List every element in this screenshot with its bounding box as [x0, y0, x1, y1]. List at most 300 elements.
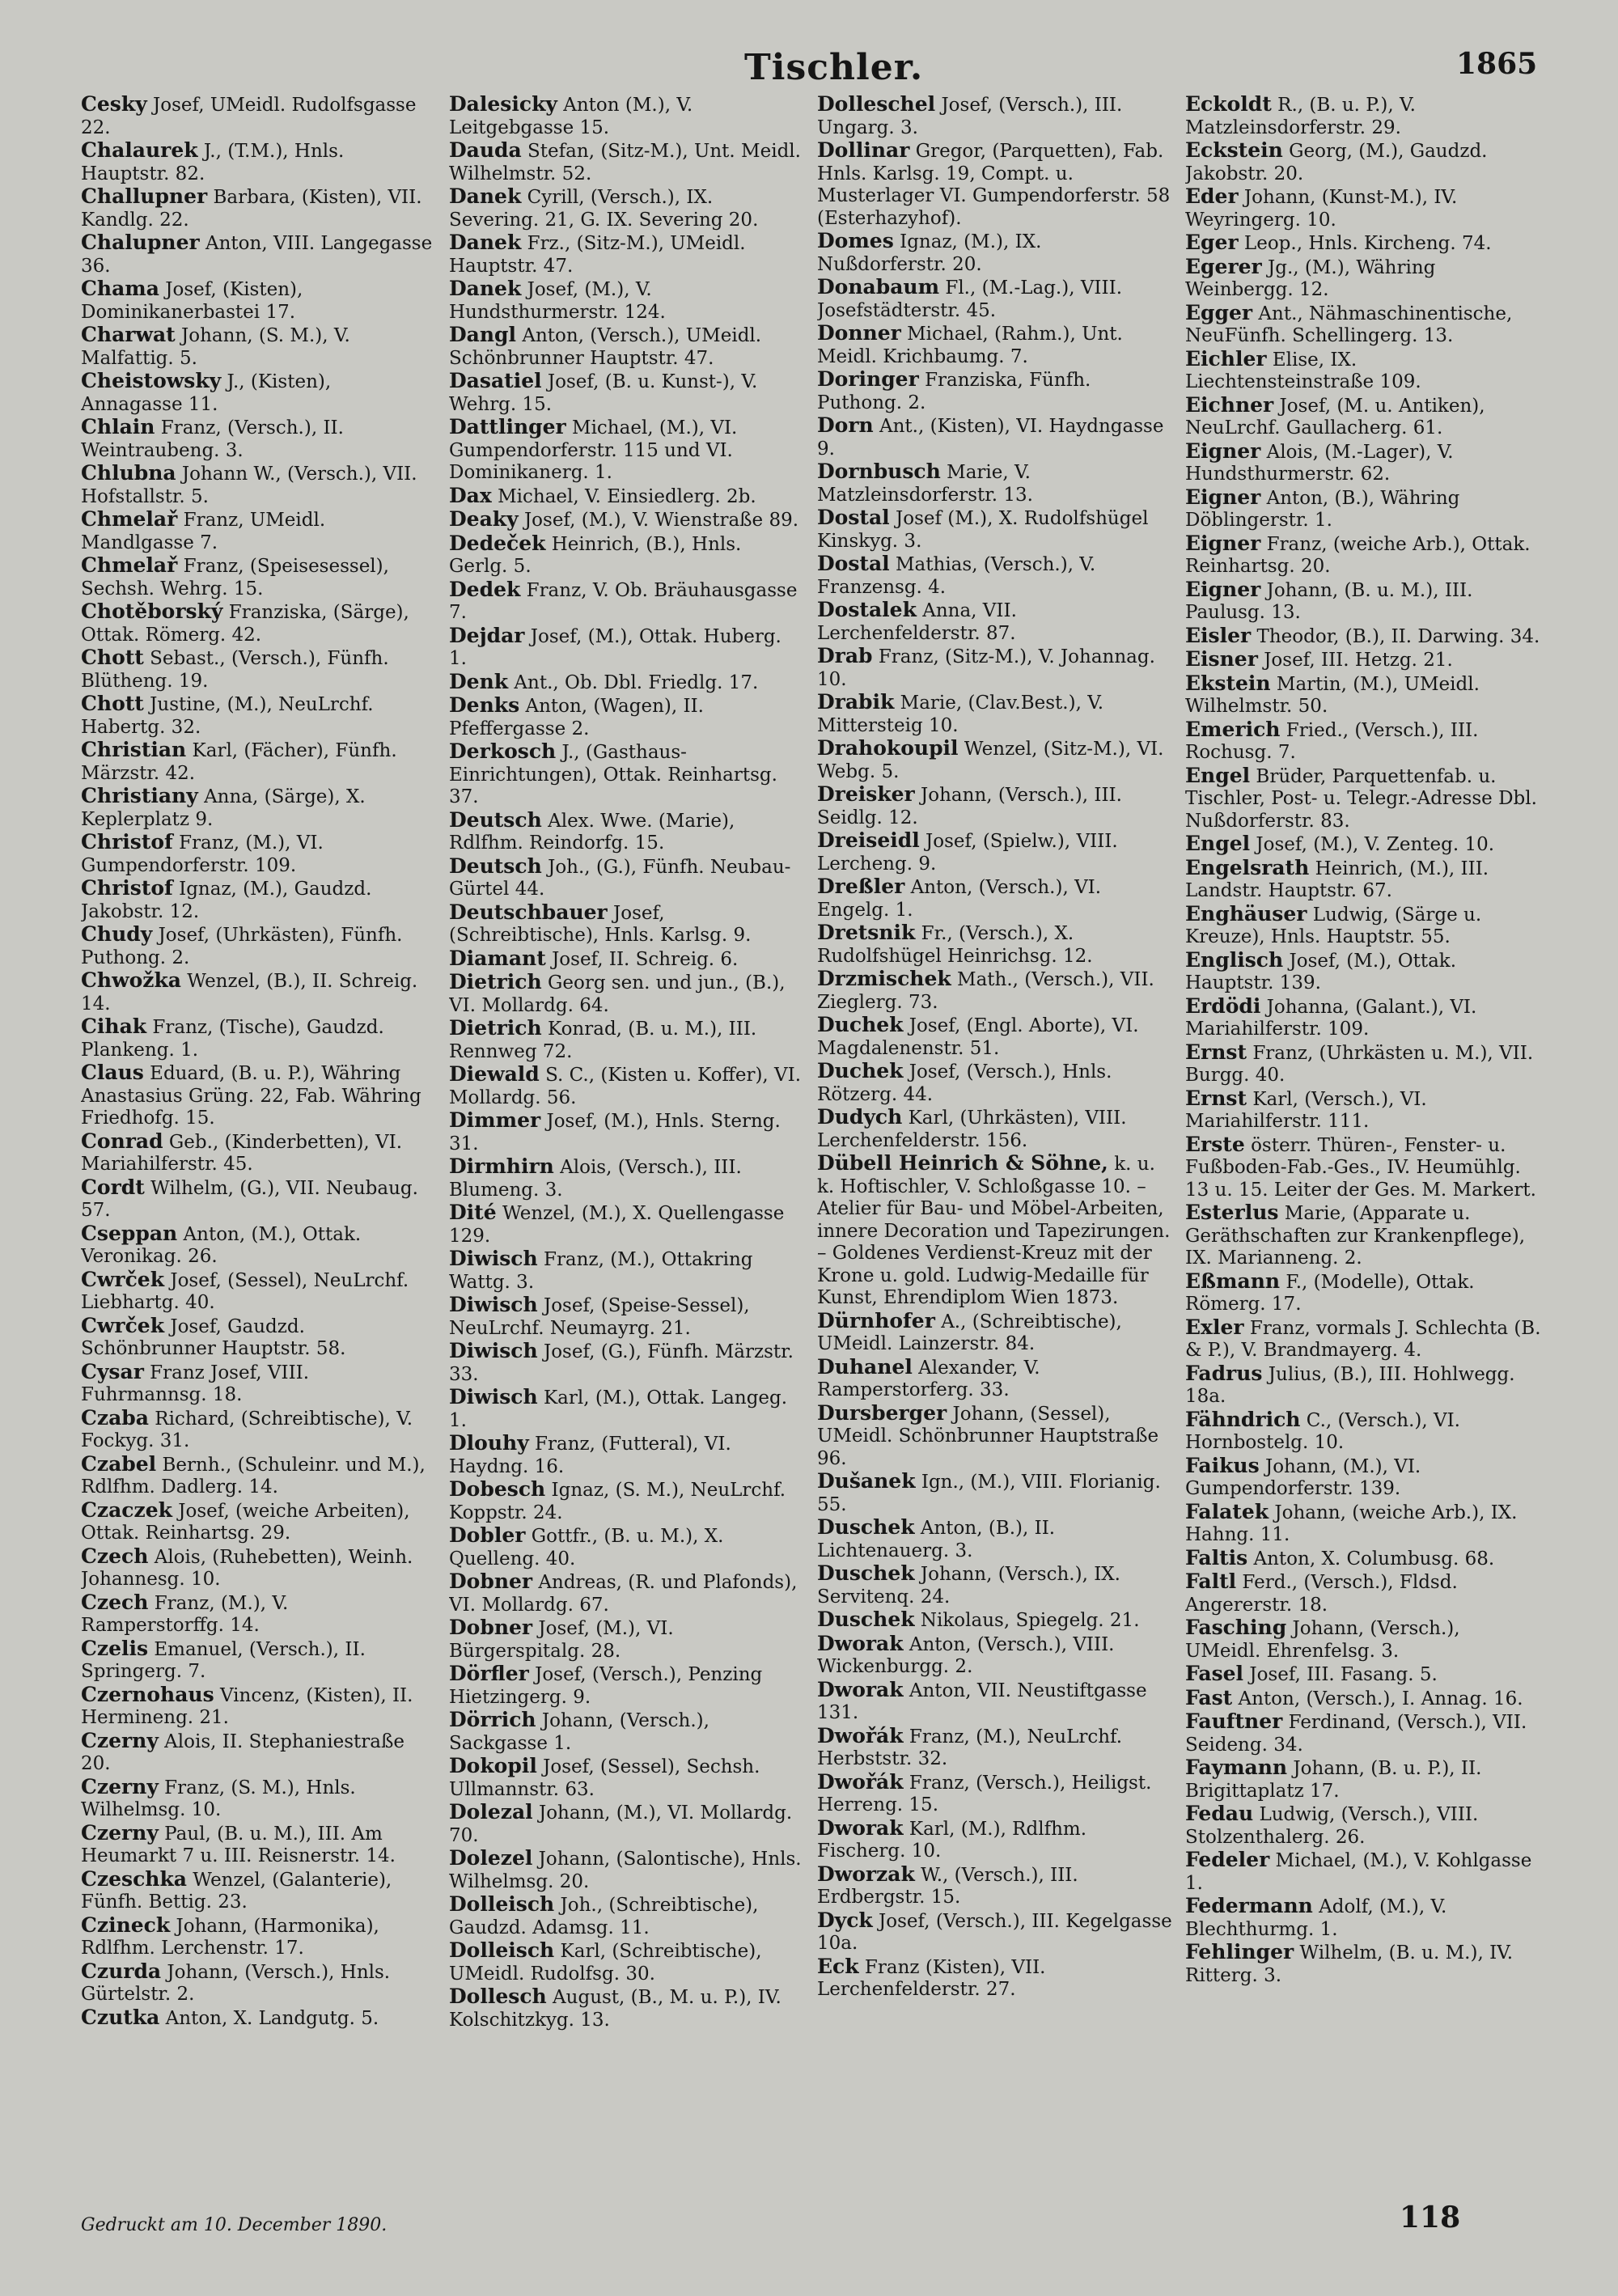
entry-details: Josef, (Schreibtische), Hnls. Karlsg. 9. [449, 902, 752, 946]
entry-details: Brüder, Parquettenfab. u. Tischler, Post- u. Telegr.-Adresse Dbl. Nußdorferstr. 83. [1185, 765, 1537, 832]
entry-name: Dretsnik [817, 921, 916, 944]
directory-entry [1185, 302, 1541, 348]
entry-details: Michael, (Rahm.), Unt. Meidl. Krichbaumg. 7. [817, 324, 1123, 367]
directory-entry [817, 1014, 1173, 1060]
directory-entry [449, 93, 805, 139]
directory-entry [817, 1470, 1173, 1516]
directory-entry [81, 1591, 437, 1637]
entry-name: Dattlinger [449, 415, 566, 438]
entry-name: Czaba [81, 1405, 149, 1430]
entry-name: Diwisch [449, 1293, 538, 1316]
directory-entry [449, 694, 805, 740]
directory-entry [817, 1060, 1173, 1106]
directory-entry [449, 1386, 805, 1432]
entry-name: Dostal [817, 552, 890, 575]
entry-details: Josef, (Sessel), Sechsh. Ullmannstr. 63. [449, 1756, 760, 1800]
directory-entry [81, 416, 437, 462]
entry-name: Deutschbauer [449, 900, 608, 924]
entry-name: Chlain [81, 415, 155, 438]
entry-name: Dworak [817, 1815, 904, 1840]
directory-entry [449, 901, 805, 947]
directory-entry [1185, 139, 1541, 185]
entry-details: Gregor, (Parquetten), Fab. Hnls. Karlsg. 19, Compt. u. Musterlager VI. Gumpendorferstr. 58 (Esterhazyhof). [817, 141, 1171, 229]
entry-details: Franziska, (Särge), Ottak. Römerg. 42. [81, 602, 409, 646]
entry-name: Chlubna [81, 461, 176, 485]
entry-details: Josef, (M. u. Antiken), NeuLrchf. Gaullacherg. 61. [1185, 395, 1485, 438]
entry-details: Karl, (Schreibtische), UMeidl. Rudolfsg. 30. [449, 1941, 762, 1985]
directory-entry [817, 1608, 1173, 1633]
entry-name: Drahokoupil [817, 736, 959, 760]
entry-details: Geb., (Kinderbetten), VI. Mariahilferstr. 45. [81, 1131, 403, 1175]
entry-details: Richard, (Schreibtische), V. Fockyg. 31. [81, 1408, 413, 1451]
entry-details: Julius, (B.), III. Hohlwegg. 18a. [1185, 1363, 1515, 1407]
entry-details: Wilhelm, (G.), VII. Neubaug. 57. [81, 1177, 418, 1221]
entry-details: Franz, (Tische), Gaudzd. Plankeng. 1. [81, 1017, 384, 1061]
entry-name: Fedau [1185, 1802, 1254, 1825]
directory-entry [817, 1909, 1173, 1955]
directory-entry [449, 1432, 805, 1478]
directory-entry [817, 1516, 1173, 1562]
entry-details: R., (B. u. P.), V. Matzleinsdorferstr. 29. [1185, 95, 1416, 138]
entry-name: Dušanek [817, 1469, 916, 1493]
entry-details: Franz, vormals J. Schlechta (B. & P.), V. Brandmayerg. 4. [1185, 1317, 1541, 1361]
entry-name: Fadrus [1185, 1361, 1263, 1385]
entry-details: Wenzel, (B.), II. Schreig. 14. [81, 971, 418, 1015]
directory-entry [449, 1801, 805, 1847]
page-number: 1865 [1456, 47, 1538, 81]
entry-details: Franz, (Versch.), II. Weintraubeng. 3. [81, 417, 344, 461]
entry-name: Cseppan [81, 1221, 178, 1245]
entry-name: Eckstein [1185, 138, 1283, 162]
entry-details: Josef, (B. u. Kunst-), V. Wehrg. 15. [449, 371, 758, 415]
directory-entry [817, 875, 1173, 921]
directory-entry [1185, 578, 1541, 625]
entry-name: Dedek [449, 577, 521, 601]
entry-name: Faltis [1185, 1545, 1248, 1569]
entry-name: Duschek [817, 1608, 915, 1631]
directory-entry [449, 508, 805, 532]
entry-details: Josef, Gaudzd. Schönbrunner Hauptstr. 58. [81, 1315, 346, 1359]
directory-entry [1185, 1087, 1541, 1133]
entry-details: Johanna, (Galant.), VI. Mariahilferstr. 109. [1185, 996, 1477, 1040]
entry-details: Franz, (S. M.), Hnls. Wilhelmsg. 10. [81, 1777, 356, 1820]
entry-name: Fehlinger [1185, 1940, 1294, 1963]
directory-entry [817, 414, 1173, 460]
entry-details: Johann, (Versch.), III. Seidlg. 12. [817, 785, 1122, 828]
entry-name: Cwrček [81, 1313, 165, 1337]
entry-details: Johann, (Sessel), UMeidl. Schönbrunner Hauptstraße 96. [817, 1403, 1159, 1469]
entry-details: Leop., Hnls. Kircheng. 74. [1238, 233, 1492, 254]
directory-entry [1185, 1362, 1541, 1409]
entry-name: Dworak [817, 1631, 904, 1655]
entry-name: Dorn [817, 413, 874, 437]
entry-name: Dwořák [817, 1723, 904, 1747]
directory-entry [817, 276, 1173, 322]
entry-details: Josef, (weiche Arbeiten), Ottak. Reinhartsg. 29. [81, 1500, 410, 1544]
directory-entry [449, 1709, 805, 1755]
entry-name: Christof [81, 876, 173, 900]
entry-name: Christof [81, 830, 173, 854]
directory-entry [449, 1063, 805, 1109]
directory-entry [81, 277, 437, 324]
entry-details: Paul, (B. u. M.), III. Am Heumarkt 7 u. III. Reisnerstr. 14. [81, 1823, 396, 1866]
directory-entry [449, 1340, 805, 1386]
directory-entry [1185, 1941, 1541, 1987]
directory-entry [81, 969, 437, 1015]
entry-details: Barbara, (Kisten), VII. Kandlg. 22. [81, 187, 422, 231]
entry-details: August, (B., M. u. P.), IV. Kolschitzkyg. 13. [449, 1987, 781, 2031]
entry-name: Federmann [1185, 1894, 1313, 1917]
directory-columns [81, 93, 1553, 2180]
entry-name: Dreßler [817, 875, 905, 898]
entry-name: Dudych [817, 1105, 903, 1129]
entry-details: W., (Versch.), III. Erdbergstr. 15. [817, 1864, 1078, 1908]
entry-details: Josef, (Engl. Aborte), VI. Magdalenenstr. 51. [817, 1015, 1139, 1059]
entry-details: Josef, (Versch.), Penzing Hietzingerg. 9. [449, 1664, 763, 1708]
entry-details: Ludwig, (Särge u. Kreuze), Hnls. Hauptstr. 55. [1185, 904, 1482, 947]
directory-entry [449, 1294, 805, 1340]
directory-entry [81, 923, 437, 969]
entry-details: Gottfr., (B. u. M.), X. Quelleng. 40. [449, 1526, 724, 1569]
entry-details: Emanuel, (Versch.), II. Springerg. 7. [81, 1638, 366, 1682]
directory-entry [1185, 1455, 1541, 1501]
entry-name: Dworzak [817, 1862, 915, 1886]
entry-details: F., (Modelle), Ottak. Römerg. 17. [1185, 1271, 1475, 1315]
entry-details: Konrad, (B. u. M.), III. Rennweg 72. [449, 1019, 757, 1062]
entry-details: Wilhelm, (B. u. M.), IV. Ritterg. 3. [1185, 1942, 1514, 1986]
entry-details: Karl, (M.), Rdlfhm. Fischerg. 10. [817, 1818, 1087, 1862]
entry-details: Sebast., (Versch.), Fünfh. Blütheng. 19. [81, 648, 389, 692]
directory-entry [817, 1955, 1173, 2002]
entry-details: Franz, (Speisesessel), Sechsh. Wehrg. 15. [81, 556, 389, 599]
entry-details: Josef, UMeidl. Rudolfsgasse 22. [81, 95, 417, 138]
entry-name: Dietrich [449, 970, 542, 993]
directory-entry [81, 1222, 437, 1269]
entry-details: Joh., (Schreibtische), Gaudzd. Adamsg. 11. [449, 1895, 759, 1938]
entry-details: Johann, (B. u. M.), III. Paulusg. 13. [1185, 579, 1473, 623]
entry-name: Czineck [81, 1913, 171, 1937]
entry-name: Conrad [81, 1129, 163, 1153]
entry-name: Faltl [1185, 1569, 1237, 1593]
entry-details: Adolf, (M.), V. Blechthurmg. 1. [1185, 1896, 1447, 1940]
entry-details: Johann, (weiche Arb.), IX. Hahng. 11. [1185, 1502, 1518, 1545]
directory-entry [817, 1356, 1173, 1402]
entry-name: Dasatiel [449, 369, 542, 392]
entry-details: Frz., (Sitz-M.), UMeidl. Hauptstr. 47. [449, 233, 746, 277]
entry-name: Eigner [1185, 577, 1261, 601]
entry-details: Wenzel, (Galanterie), Fünfh. Bettig. 23. [81, 1869, 392, 1913]
entry-details: Josef, (M.), V. Zenteg. 10. [1250, 834, 1495, 855]
directory-entry [1185, 1316, 1541, 1362]
directory-entry [1185, 1133, 1541, 1202]
directory-entry [1185, 1710, 1541, 1756]
entry-details: Georg, (M.), Gaudzd. Jakobstr. 20. [1185, 141, 1488, 184]
entry-details: Fried., (Versch.), III. Rochusg. 7. [1185, 719, 1479, 763]
entry-name: Czernohaus [81, 1682, 214, 1706]
directory-entry [817, 829, 1173, 875]
entry-details: Johann, (M.), VI. Gumpendorferstr. 139. [1185, 1455, 1421, 1499]
entry-name: Duschek [817, 1561, 915, 1585]
entry-details: Johann, (S. M.), V. Malfattig. 5. [81, 325, 350, 369]
entry-name: Fauftner [1185, 1709, 1283, 1733]
directory-entry [1185, 1041, 1541, 1087]
entry-name: Emerich [1185, 717, 1281, 741]
entry-name: Eigner [1185, 438, 1261, 463]
directory-entry [817, 1863, 1173, 1909]
entry-name: Drzmischek [817, 967, 951, 990]
directory-entry [449, 971, 805, 1017]
entry-name: Dlouhy [449, 1431, 529, 1455]
directory-entry [81, 139, 437, 185]
entry-details: Ant., Ob. Dbl. Friedlg. 17. [508, 671, 759, 693]
entry-name: Dolleschel [817, 93, 936, 116]
entry-details: Justine, (M.), NeuLrchf. Habertg. 32. [81, 694, 374, 738]
entry-name: Ernst [1185, 1086, 1247, 1110]
entry-details: k. u. k. Hoftischler, V. Schloßgasse 10. – Atelier für Bau- und Möbel-Arbeiten, innere Decoration und Tapezirungen. – Goldenes Verdienst-Kreuz mit der Krone u. gold. Ludwig-Medaille für Kunst, Ehrendiplom Wien 1873. [817, 1154, 1171, 1308]
entry-name: Diewald [449, 1062, 540, 1086]
directory-entry [81, 1776, 437, 1822]
entry-name: Eckoldt [1185, 93, 1272, 116]
entry-name: Challupner [81, 184, 208, 208]
entry-details: C., (Versch.), VI. Hornbostelg. 10. [1185, 1409, 1460, 1453]
entry-details: Math., (Versch.), VII. Zieglerg. 73. [817, 969, 1154, 1013]
entry-name: Dauda [449, 138, 522, 162]
entry-name: Eck [817, 1954, 859, 1978]
directory-entry [81, 93, 437, 139]
directory-entry [817, 553, 1173, 599]
entry-name: Dité [449, 1201, 497, 1224]
entry-name: Dedeček [449, 531, 546, 555]
directory-entry [1185, 903, 1541, 949]
entry-name: Donabaum [817, 275, 940, 299]
entry-details: Georg sen. und jun., (B.), VI. Mollardg. 64. [449, 972, 786, 1016]
entry-name: Dworak [817, 1677, 904, 1701]
directory-entry [81, 1315, 437, 1361]
directory-entry [449, 1155, 805, 1201]
entry-details: Josef, II. Schreig. 6. [545, 948, 739, 970]
directory-entry [1185, 765, 1541, 833]
entry-details: Ign., (M.), VIII. Florianig. 55. [817, 1472, 1161, 1515]
directory-entry [817, 691, 1173, 737]
entry-details: Jg., (M.), Währing Weinbergg. 12. [1185, 256, 1436, 300]
entry-details: Josef, III. Fasang. 5. [1243, 1664, 1438, 1685]
entry-details: Ant., Nähmaschinentische, NeuFünfh. Schellingerg. 13. [1185, 303, 1513, 346]
entry-details: Michael, (M.), V. Kohlgasse 1. [1185, 1850, 1532, 1894]
directory-entry [81, 1730, 437, 1776]
entry-name: Denks [449, 693, 520, 717]
entry-name: Dobler [449, 1523, 526, 1547]
directory-entry [449, 947, 805, 972]
entry-name: Czech [81, 1590, 149, 1614]
entry-details: Michael, V. Einsiedlerg. 2b. [491, 485, 756, 507]
entry-name: Dimmer [449, 1108, 541, 1132]
entry-name: Engelsrath [1185, 855, 1310, 879]
page-title: Tischler. [744, 47, 924, 88]
entry-name: Ekstein [1185, 671, 1271, 695]
entry-name: Dirmhirn [449, 1154, 554, 1178]
directory-entry [81, 554, 437, 600]
entry-name: Donner [817, 321, 901, 345]
entry-name: Englisch [1185, 947, 1284, 972]
entry-name: Deutsch [449, 854, 542, 878]
entry-details: Johann, (B. u. P.), II. Brigittaplatz 17. [1185, 1758, 1482, 1802]
entry-details: Josef, (Speise-Sessel), NeuLrchf. Neumayrg. 21. [449, 1295, 750, 1339]
directory-entry [449, 1201, 805, 1248]
entry-name: Dollinar [817, 138, 910, 162]
entry-details: Alois, II. Stephaniestraße 20. [81, 1730, 404, 1774]
entry-name: Esterlus [1185, 1201, 1279, 1224]
directory-entry [81, 600, 437, 646]
entry-name: Dobner [449, 1569, 533, 1593]
entry-details: Franz, (M.), Ottakring Wattg. 3. [449, 1249, 753, 1293]
entry-details: Anton, (B.), Währing Döblingerstr. 1. [1185, 487, 1460, 531]
entry-details: Anton, (Versch.), VI. Engelg. 1. [817, 877, 1102, 921]
directory-entry [1185, 1409, 1541, 1455]
entry-name: Czaczek [81, 1497, 172, 1522]
entry-name: Chmelař [81, 553, 178, 577]
directory-entry [449, 485, 805, 509]
entry-name: Duchek [817, 1013, 904, 1036]
entry-details: Ferdinand, (Versch.), VII. Seideng. 34. [1185, 1712, 1527, 1756]
entry-details: Josef, (M.), Ottak. Hauptstr. 139. [1185, 950, 1457, 993]
entry-name: Falatek [1185, 1499, 1269, 1523]
entry-name: Cihak [81, 1015, 147, 1038]
entry-name: Dolleisch [449, 1938, 555, 1962]
entry-details: Anton (M.), V. Leitgebgasse 15. [449, 95, 693, 138]
entry-name: Deaky [449, 507, 519, 531]
entry-name: Dübell Heinrich & Söhne, [817, 1151, 1108, 1175]
entry-details: Josef, (M.), Hnls. Sterng. 31. [449, 1111, 781, 1154]
entry-name: Fast [1185, 1685, 1233, 1709]
entry-details: Franz (Kisten), VII. Lerchenfelderstr. 27. [817, 1956, 1046, 2000]
entry-name: Engel [1185, 832, 1251, 855]
entry-name: Dreiseidl [817, 828, 920, 852]
directory-entry [817, 1310, 1173, 1356]
directory-entry [449, 1847, 805, 1893]
entry-details: Josef, (Spielw.), VIII. Lercheng. 9. [817, 831, 1118, 875]
directory-entry [81, 1637, 437, 1684]
entry-name: Drabik [817, 690, 895, 714]
entry-name: Dietrich [449, 1016, 542, 1040]
entry-details: Franz, (weiche Arb.), Ottak. Reinhartsg. 20. [1185, 533, 1531, 577]
directory-entry [81, 370, 437, 416]
entry-name: Dörrich [449, 1708, 536, 1731]
entry-details: Johann, (Versch.), IX. Servitenq. 24. [817, 1564, 1120, 1608]
entry-details: Josef, (Uhrkästen), Fünfh. Puthong. 2. [81, 925, 403, 968]
directory-entry [817, 460, 1173, 506]
entry-name: Chwožka [81, 968, 181, 992]
entry-name: Danek [449, 277, 522, 300]
directory-entry [81, 1269, 437, 1315]
entry-details: Wenzel, (M.), X. Quellengasse 129. [449, 1203, 785, 1247]
directory-entry [1185, 185, 1541, 231]
entry-details: Fr., (Versch.), X. Rudolfshügel Heinrichsg. 12. [817, 923, 1093, 967]
directory-entry [1185, 1201, 1541, 1270]
directory-entry [81, 1015, 437, 1061]
directory-entry [1185, 394, 1541, 440]
entry-name: Dax [449, 483, 492, 507]
directory-entry [817, 139, 1173, 230]
entry-details: Franz, UMeidl. Mandlgasse 7. [81, 510, 326, 553]
entry-name: Erdödi [1185, 993, 1261, 1018]
entry-details: Eduard, (B. u. P.), Währing Anastasius Grüng. 22, Fab. Währing Friedhofg. 15. [81, 1063, 421, 1129]
directory-entry [817, 1817, 1173, 1863]
entry-details: Johann, (Harmonika), Rdlfhm. Lerchenstr. 17. [81, 1915, 379, 1959]
entry-name: Chotěborský [81, 599, 223, 623]
entry-name: Claus [81, 1061, 144, 1084]
directory-entry [449, 370, 805, 416]
directory-entry [1185, 1895, 1541, 1941]
entry-details: Anton, (Versch.), UMeidl. Schönbrunner Hauptstr. 47. [449, 325, 762, 369]
directory-entry [1185, 718, 1541, 765]
directory-entry [81, 1176, 437, 1222]
page-header [0, 32, 1618, 89]
directory-entry [449, 809, 805, 855]
entry-name: Derkosch [449, 739, 557, 763]
entry-name: Eigner [1185, 531, 1261, 555]
entry-name: Chott [81, 692, 144, 715]
entry-details: Ant., (Kisten), VI. Haydngasse 9. [817, 416, 1164, 460]
entry-name: Dolezel [449, 1846, 533, 1870]
directory-entry [817, 783, 1173, 829]
directory-entry [817, 368, 1173, 414]
entry-details: Stefan, (Sitz-M.), Unt. Meidl. Wilhelmstr. 52. [449, 141, 801, 184]
directory-entry [81, 324, 437, 370]
entry-name: Exler [1185, 1315, 1244, 1339]
directory-entry [817, 1402, 1173, 1471]
entry-details: Alexander, V. Ramperstorferg. 33. [817, 1357, 1040, 1400]
entry-name: Fedeler [1185, 1848, 1270, 1871]
entry-details: Alois, (Versch.), III. Blumeng. 3. [449, 1157, 742, 1201]
entry-details: Johann, (Versch.), Sackgasse 1. [449, 1710, 709, 1754]
entry-name: Czelis [81, 1636, 149, 1660]
entry-name: Doringer [817, 367, 919, 391]
entry-details: Nikolaus, Spiegelg. 21. [914, 1610, 1140, 1631]
directory-entry [1185, 532, 1541, 578]
directory-entry [81, 739, 437, 785]
directory-entry [449, 1524, 805, 1570]
entry-name: Eigner [1185, 485, 1261, 509]
entry-details: Josef, (M.), VI. Bürgerspitalg. 28. [449, 1618, 674, 1662]
directory-entry [1185, 1570, 1541, 1616]
entry-name: Ernst [1185, 1040, 1247, 1064]
entry-name: Diwisch [449, 1247, 538, 1270]
entry-details: J., (Gasthaus-Einrichtungen), Ottak. Reinhartsg. 37. [449, 742, 777, 807]
directory-entry [81, 1914, 437, 1960]
entry-name: Dolleisch [449, 1892, 555, 1916]
entry-details: Johann, (Kunst-M.), IV. Weyringerg. 10. [1185, 187, 1458, 231]
entry-details: Theodor, (B.), II. Darwing. 34. [1251, 625, 1540, 647]
entry-name: Chalaurek [81, 138, 198, 162]
directory-entry [81, 1684, 437, 1730]
entry-details: Joh., (G.), Fünfh. Neubau-Gürtel 44. [449, 856, 791, 900]
entry-name: Duchek [817, 1059, 904, 1082]
entry-details: Karl, (Fächer), Fünfh. Märzstr. 42. [81, 740, 397, 784]
directory-entry [81, 1061, 437, 1130]
entry-name: Fasel [1185, 1662, 1244, 1685]
entry-name: Dobner [449, 1616, 533, 1639]
entry-name: Faikus [1185, 1453, 1260, 1477]
directory-entry [817, 737, 1173, 783]
directory-entry [81, 646, 437, 693]
entry-name: Egger [1185, 300, 1253, 324]
directory-entry [817, 93, 1173, 139]
entry-details: Josef, (Versch.), III. Kegelgasse 10a. [817, 1910, 1172, 1954]
entry-details: Ignaz, (M.), Gaudzd. Jakobstr. 12. [81, 879, 372, 922]
entry-name: Dwořák [817, 1769, 904, 1794]
directory-entry [1185, 1756, 1541, 1802]
entry-details: Johann, (Versch.), Hnls. Gürtelstr. 2. [81, 1961, 391, 2005]
